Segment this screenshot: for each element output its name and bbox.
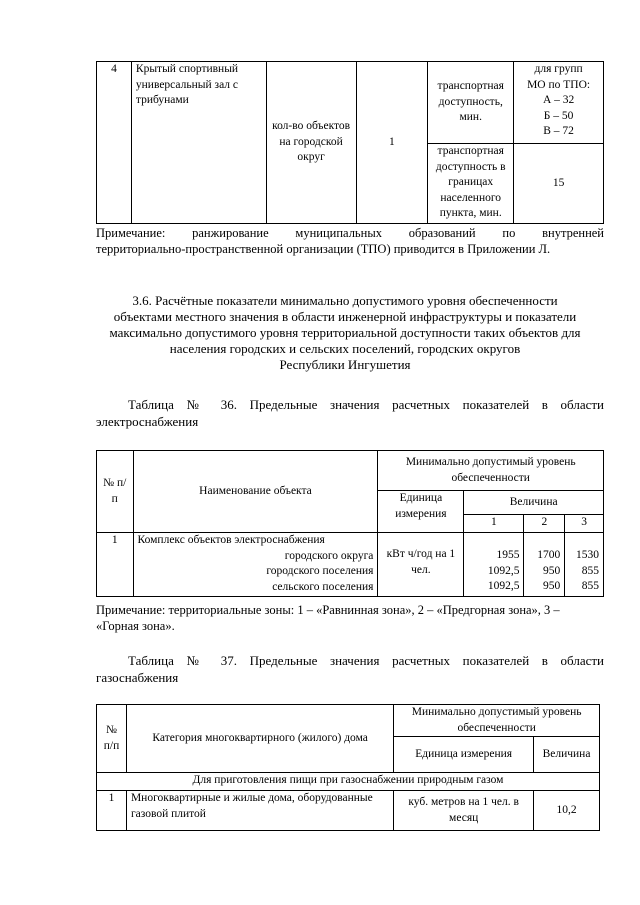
header-unit: Единица измерения xyxy=(378,491,464,533)
category-cell: Многоквартирные и жилые дома, оборудованные газовой плитой xyxy=(126,791,393,831)
header-zone-2: 2 xyxy=(524,515,565,533)
object-name-line: городского поселения xyxy=(266,565,374,577)
heading-line: населения городских и сельских поселений, городских округов xyxy=(169,341,521,356)
row-number: 1 xyxy=(97,791,127,831)
unit-cell: кол-во объектов на городской округ xyxy=(266,62,356,224)
value-cell: 950 xyxy=(543,580,561,592)
value-line: для групп xyxy=(534,63,583,75)
zone2-values xyxy=(524,533,565,597)
header-number: № п/п xyxy=(97,705,127,773)
header-object-name: Наименование объекта xyxy=(133,451,378,533)
unit-cell: кВт ч/год на 1 чел. xyxy=(378,533,464,597)
note-tpo-line1: Примечание: ранжирование муниципальных образований по внутренней xyxy=(96,226,604,240)
object-name-line: городского округа xyxy=(284,549,374,562)
note-zones-line1: Примечание: территориальные зоны: 1 – «Равнинная зона», 2 – «Предгорная зона», 3 – xyxy=(96,603,560,617)
header-value: Величина xyxy=(534,737,600,773)
header-zone-1: 1 xyxy=(464,515,524,533)
header-zone-3: 3 xyxy=(565,515,604,533)
zone3-values xyxy=(565,533,604,597)
note-zones-line2: «Горная зона». xyxy=(96,619,175,633)
value-cell: 855 xyxy=(581,564,599,577)
zone1-values xyxy=(464,533,524,597)
value-cell: 855 xyxy=(581,580,599,592)
settlement-access-label: транспортная доступность в границах населенного пункта, мин. xyxy=(428,144,514,224)
electricity-table xyxy=(96,450,604,597)
value-line: МО по ТПО: xyxy=(527,78,591,91)
object-name xyxy=(133,533,378,597)
value-cell: 950 xyxy=(543,564,561,577)
table37-caption-line2: газоснабжения xyxy=(96,670,179,685)
header-number: № п/п xyxy=(97,451,134,533)
header-min-level: Минимально допустимый уровень обеспеченности xyxy=(378,451,604,491)
header-unit: Единица измерения xyxy=(394,737,534,773)
object-name: Крытый спортивный универсальный зал с трибунами xyxy=(131,62,266,224)
object-name-line: сельского поселения xyxy=(272,580,374,593)
row-number: 4 xyxy=(97,62,132,224)
heading-line: максимально допустимого уровня территориальной доступности таких объектов для xyxy=(109,325,581,340)
table36-caption-line2: электроснабжения xyxy=(96,414,199,429)
value-line: Б – 50 xyxy=(543,109,574,122)
heading-line: объектами местного значения в области инженерной инфраструктуры и показатели xyxy=(113,309,577,324)
header-value: Величина xyxy=(464,491,604,515)
object-name-line: Комплекс объектов электроснабжения xyxy=(137,534,325,546)
value-cell: 1955 xyxy=(496,549,520,561)
value-line: В – 72 xyxy=(543,125,574,137)
heading-line: Республики Ингушетия xyxy=(279,357,411,372)
header-category: Категория многоквартирного (жилого) дома xyxy=(126,705,393,773)
unit-cell: куб. метров на 1 чел. в месяц xyxy=(394,791,534,831)
value-cell: 10,2 xyxy=(534,791,600,831)
row-number: 1 xyxy=(97,533,134,597)
gas-table xyxy=(96,704,600,831)
heading-line: 3.6. Расчётные показатели минимально допустимого уровня обеспеченности xyxy=(132,293,558,308)
table36-caption-line1: Таблица № 36. Предельные значения расчетных показателей в области xyxy=(128,397,604,412)
value-cell: 1530 xyxy=(576,549,599,561)
transport-access-value xyxy=(514,62,604,144)
section-heading xyxy=(80,293,610,373)
value-cell: 1092,5 xyxy=(487,564,520,577)
header-min-level: Минимально допустимый уровень обеспеченности xyxy=(394,705,600,737)
sports-hall-table xyxy=(96,61,604,224)
note-tpo-line2: территориально-пространственной организации (ТПО) приводится в Приложении Л. xyxy=(96,242,551,256)
transport-access-label: транспортная доступность, мин. xyxy=(428,62,514,144)
value-line: А – 32 xyxy=(542,94,575,106)
value-cell: 1700 xyxy=(537,549,561,561)
subheader-natural-gas: Для приготовления пищи при газоснабжении природным газом xyxy=(97,773,600,791)
settlement-access-value: 15 xyxy=(514,144,604,224)
value-cell: 1092,5 xyxy=(487,580,520,592)
min-value-cell: 1 xyxy=(356,62,428,224)
table37-caption-line1: Таблица № 37. Предельные значения расчетных показателей в области xyxy=(128,653,604,668)
